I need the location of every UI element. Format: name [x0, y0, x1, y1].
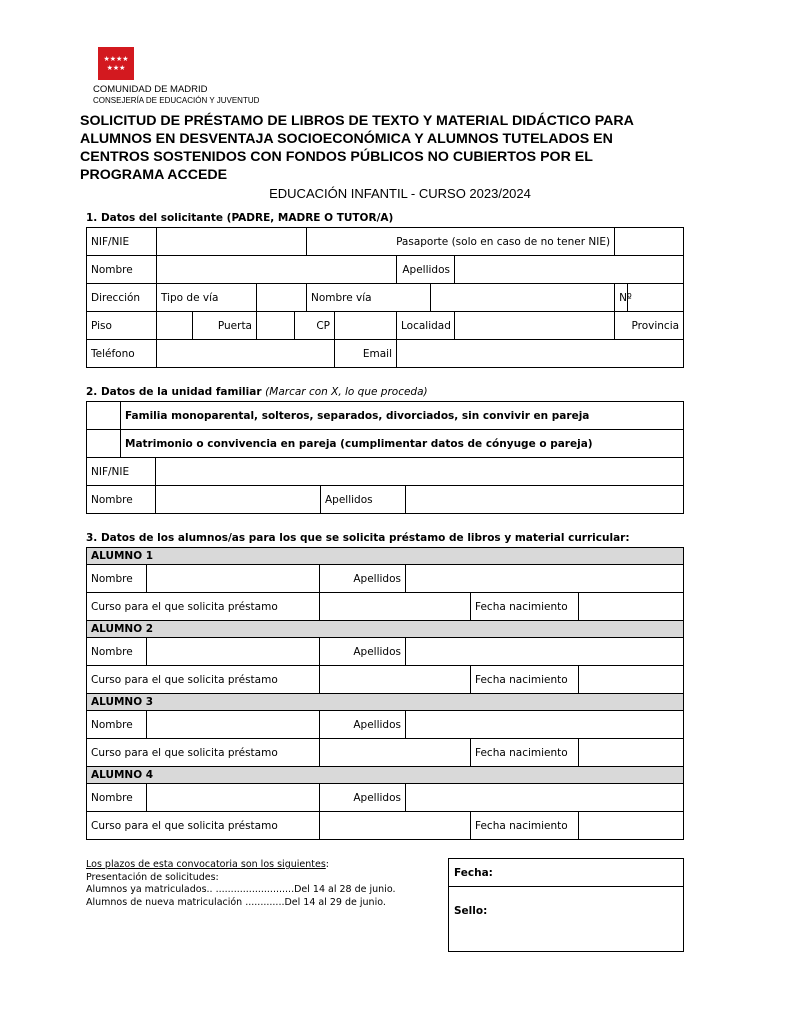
section3-title: 3. Datos de los alumnos/as para los que se solicita préstamo de libros y material curricular: — [86, 532, 630, 544]
student-apellidos-field[interactable] — [406, 638, 684, 666]
email-label: Email — [335, 340, 397, 368]
student-curso-field[interactable] — [320, 812, 471, 840]
pasaporte-field[interactable] — [615, 228, 684, 256]
student-curso-label: Curso para el que solicita préstamo — [87, 593, 320, 621]
title-line: SOLICITUD DE PRÉSTAMO DE LIBROS DE TEXTO Y MATERIAL DIDÁCTICO PARA — [80, 113, 634, 129]
nombre-label: Nombre — [87, 256, 157, 284]
form-title — [80, 112, 680, 184]
puerta-label: Puerta — [193, 312, 257, 340]
student-curso-label: Curso para el que solicita préstamo — [87, 812, 320, 840]
piso-field[interactable] — [157, 312, 193, 340]
applicant-table — [86, 227, 684, 368]
spouse-nif-field[interactable] — [156, 458, 684, 486]
cp-label: CP — [295, 312, 335, 340]
piso-label: Piso — [87, 312, 157, 340]
spouse-nombre-label: Nombre — [87, 486, 156, 514]
numero-field[interactable] — [628, 284, 684, 312]
apellidos-field[interactable] — [455, 256, 684, 284]
student-nombre-label: Nombre — [87, 711, 147, 739]
student-apellidos-label: Apellidos — [320, 784, 406, 812]
sello-label: Sello: — [454, 905, 488, 917]
student-fecha-field[interactable] — [579, 739, 684, 767]
student-nombre-field[interactable] — [147, 638, 320, 666]
pasaporte-label: Pasaporte (solo en caso de no tener NIE) — [307, 228, 615, 256]
stars-row-top-icon: ★★★★ — [103, 55, 129, 63]
student-header: ALUMNO 2 — [87, 621, 684, 638]
student-apellidos-field[interactable] — [406, 565, 684, 593]
stars-row-bottom-icon: ★★★ — [106, 64, 126, 72]
student-apellidos-field[interactable] — [406, 784, 684, 812]
deadline-nueva: Alumnos de nueva matriculación .............Del 14 al 29 de junio. — [86, 896, 386, 908]
signature-box — [448, 858, 684, 952]
student-nombre-label: Nombre — [87, 784, 147, 812]
numero-label: Nº — [615, 284, 628, 312]
title-line: CENTROS SOSTENIDOS CON FONDOS PÚBLICOS NO CUBIERTOS POR EL — [80, 149, 593, 165]
student-nombre-field[interactable] — [147, 784, 320, 812]
option2-checkbox[interactable] — [87, 430, 121, 458]
option2-label: Matrimonio o convivencia en pareja (cumplimentar datos de cónyuge o pareja) — [121, 430, 684, 458]
presentacion-label: Presentación de solicitudes: — [86, 871, 219, 883]
student-curso-label: Curso para el que solicita préstamo — [87, 666, 320, 694]
nif-field[interactable] — [157, 228, 307, 256]
nif-label: NIF/NIE — [87, 228, 157, 256]
localidad-label: Localidad — [397, 312, 455, 340]
student-fecha-label: Fecha nacimiento — [471, 739, 579, 767]
section2-title-text: 2. Datos de la unidad familiar — [86, 386, 262, 398]
telefono-label: Teléfono — [87, 340, 157, 368]
student-curso-field[interactable] — [320, 593, 471, 621]
student-fecha-field[interactable] — [579, 812, 684, 840]
student-curso-field[interactable] — [320, 739, 471, 767]
comunidad-madrid-logo — [98, 47, 134, 80]
section2-title-note: (Marcar con X, lo que proceda) — [265, 386, 428, 398]
deadline-matriculados: Alumnos ya matriculados.. ..........................Del 14 al 28 de junio. — [86, 884, 396, 895]
student-fecha-label: Fecha nacimiento — [471, 666, 579, 694]
puerta-field[interactable] — [257, 312, 295, 340]
department-name: CONSEJERÍA DE EDUCACIÓN Y JUVENTUD — [93, 96, 260, 105]
student-header: ALUMNO 3 — [87, 694, 684, 711]
student-apellidos-label: Apellidos — [320, 565, 406, 593]
student-curso-field[interactable] — [320, 666, 471, 694]
option1-label: Familia monoparental, solteros, separados, divorciados, sin convivir en pareja — [121, 402, 684, 430]
deadlines-notes: Los plazos de esta convocatoria son los siguientes: Presentación de solicitudes: Alumnos ya matriculados.. ..........................Del 14 al 28 de junio. Alumnos de nueva matriculación .............Del 14 al 29 de junio. — [86, 859, 396, 908]
student-apellidos-label: Apellidos — [320, 711, 406, 739]
student-nombre-label: Nombre — [87, 565, 147, 593]
students-table — [86, 547, 684, 840]
signature-divider — [449, 886, 683, 887]
nombre-via-label: Nombre vía — [307, 284, 431, 312]
title-line: PROGRAMA ACCEDE — [80, 167, 228, 183]
section2-title — [86, 386, 428, 398]
nombre-via-field[interactable] — [431, 284, 615, 312]
title-line: ALUMNOS EN DESVENTAJA SOCIOECONÓMICA Y ALUMNOS TUTELADOS EN — [80, 131, 613, 147]
tipo-via-field[interactable] — [257, 284, 307, 312]
direccion-label: Dirección — [87, 284, 157, 312]
option1-checkbox[interactable] — [87, 402, 121, 430]
plazos-title: Los plazos de esta convocatoria son los siguientes — [86, 859, 326, 870]
fecha-label: Fecha: — [454, 867, 493, 879]
org-name: COMUNIDAD DE MADRID — [93, 84, 208, 95]
spouse-nombre-field[interactable] — [156, 486, 321, 514]
student-header: ALUMNO 4 — [87, 767, 684, 784]
telefono-field[interactable] — [157, 340, 335, 368]
student-fecha-field[interactable] — [579, 666, 684, 694]
section1-title: 1. Datos del solicitante (PADRE, MADRE O TUTOR/A) — [86, 212, 394, 224]
student-fecha-field[interactable] — [579, 593, 684, 621]
student-fecha-label: Fecha nacimiento — [471, 812, 579, 840]
student-header: ALUMNO 1 — [87, 548, 684, 565]
nombre-field[interactable] — [157, 256, 397, 284]
student-apellidos-label: Apellidos — [320, 638, 406, 666]
email-field[interactable] — [397, 340, 684, 368]
student-fecha-label: Fecha nacimiento — [471, 593, 579, 621]
family-table — [86, 401, 684, 514]
provincia-label: Provincia — [615, 312, 684, 340]
localidad-field[interactable] — [455, 312, 615, 340]
tipo-via-label: Tipo de vía — [157, 284, 257, 312]
student-apellidos-field[interactable] — [406, 711, 684, 739]
cp-field[interactable] — [335, 312, 397, 340]
student-nombre-field[interactable] — [147, 711, 320, 739]
spouse-apellidos-label: Apellidos — [321, 486, 406, 514]
spouse-nif-label: NIF/NIE — [87, 458, 156, 486]
form-subtitle: EDUCACIÓN INFANTIL - CURSO 2023/2024 — [269, 186, 531, 201]
student-nombre-field[interactable] — [147, 565, 320, 593]
student-nombre-label: Nombre — [87, 638, 147, 666]
student-curso-label: Curso para el que solicita préstamo — [87, 739, 320, 767]
spouse-apellidos-field[interactable] — [406, 486, 684, 514]
apellidos-label: Apellidos — [397, 256, 455, 284]
